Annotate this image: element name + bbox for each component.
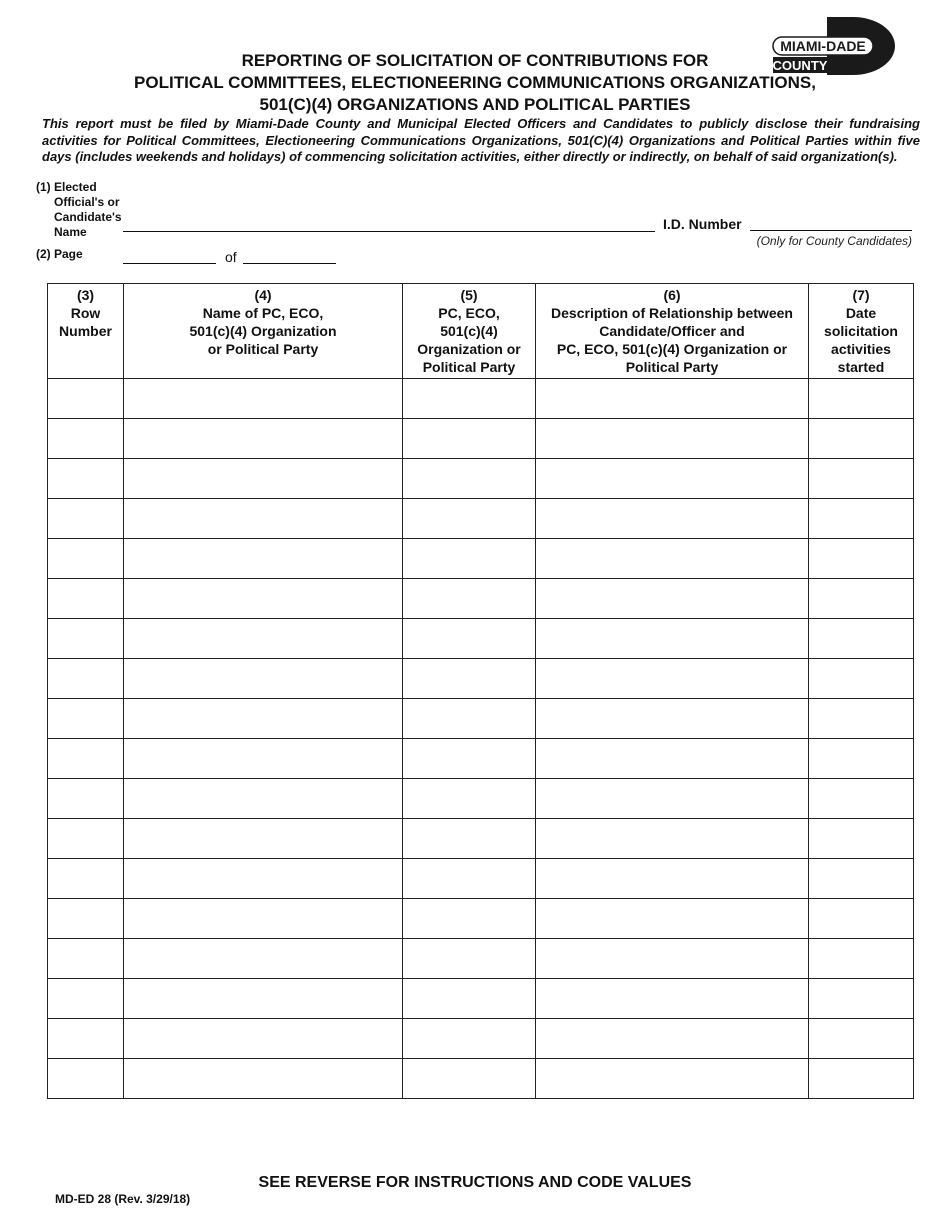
cell-date-started[interactable] [809, 1059, 914, 1099]
cell-row-number[interactable] [48, 419, 124, 459]
cell-organization-name[interactable] [124, 419, 403, 459]
cell-organization-name[interactable] [124, 819, 403, 859]
cell-row-number[interactable] [48, 699, 124, 739]
cell-date-started[interactable] [809, 779, 914, 819]
cell-row-number[interactable] [48, 859, 124, 899]
cell-date-started[interactable] [809, 619, 914, 659]
cell-date-started[interactable] [809, 819, 914, 859]
cell-relationship[interactable] [536, 1059, 809, 1099]
cell-row-number[interactable] [48, 819, 124, 859]
cell-organization-name[interactable] [124, 899, 403, 939]
table-row [48, 379, 914, 419]
cell-date-started[interactable] [809, 379, 914, 419]
cell-organization-type[interactable] [403, 1019, 536, 1059]
cell-organization-type[interactable] [403, 779, 536, 819]
cell-organization-name[interactable] [124, 499, 403, 539]
cell-organization-name[interactable] [124, 379, 403, 419]
form-title-line-3: 501(C)(4) ORGANIZATIONS AND POLITICAL PARTIES [259, 95, 691, 114]
page-total-field[interactable] [243, 263, 336, 264]
form-title-line-1: REPORTING OF SOLICITATION OF CONTRIBUTIONS FOR [241, 51, 709, 70]
cell-organization-type[interactable] [403, 539, 536, 579]
cell-relationship[interactable] [536, 579, 809, 619]
table-row [48, 499, 914, 539]
table-row [48, 779, 914, 819]
cell-row-number[interactable] [48, 779, 124, 819]
table-row [48, 699, 914, 739]
elected-name-label-line-3: Candidate's [54, 210, 122, 224]
id-number-label: I.D. Number [663, 216, 742, 232]
cell-organization-name[interactable] [124, 1059, 403, 1099]
cell-relationship[interactable] [536, 779, 809, 819]
cell-date-started[interactable] [809, 979, 914, 1019]
cell-date-started[interactable] [809, 539, 914, 579]
cell-date-started[interactable] [809, 939, 914, 979]
cell-date-started[interactable] [809, 499, 914, 539]
cell-row-number[interactable] [48, 579, 124, 619]
table-row [48, 979, 914, 1019]
cell-row-number[interactable] [48, 539, 124, 579]
col-header-date-started: (7) Date solicitation activities started [809, 284, 914, 379]
cell-organization-type[interactable] [403, 499, 536, 539]
cell-relationship[interactable] [536, 539, 809, 579]
col-header-row-number: (3) Row Number [48, 284, 124, 379]
cell-organization-type[interactable] [403, 419, 536, 459]
cell-row-number[interactable] [48, 499, 124, 539]
elected-name-label-line-1: (1) Elected [36, 180, 97, 194]
cell-relationship[interactable] [536, 699, 809, 739]
col-header-relationship: (6) Description of Relationship between Candidate/Officer and PC, ECO, 501(c)(4) Organization or Political Party [536, 284, 809, 379]
table-row [48, 579, 914, 619]
cell-relationship[interactable] [536, 739, 809, 779]
cell-row-number[interactable] [48, 379, 124, 419]
table-row [48, 1019, 914, 1059]
table-row [48, 1059, 914, 1099]
cell-row-number[interactable] [48, 939, 124, 979]
table-row [48, 939, 914, 979]
cell-row-number[interactable] [48, 739, 124, 779]
cell-organization-type[interactable] [403, 579, 536, 619]
cell-relationship[interactable] [536, 1019, 809, 1059]
cell-date-started[interactable] [809, 419, 914, 459]
cell-organization-type[interactable] [403, 859, 536, 899]
page-label: (2) Page [36, 247, 83, 261]
table-row [48, 459, 914, 499]
id-number-field[interactable] [750, 230, 912, 231]
cell-organization-name[interactable] [124, 1019, 403, 1059]
cell-row-number[interactable] [48, 659, 124, 699]
elected-name-field[interactable] [123, 231, 655, 232]
cell-relationship[interactable] [536, 859, 809, 899]
logo-text-miami-dade: MIAMI-DADE [780, 38, 866, 54]
table-row [48, 819, 914, 859]
cell-relationship[interactable] [536, 419, 809, 459]
cell-organization-name[interactable] [124, 699, 403, 739]
elected-name-label-line-2: Official's or [54, 195, 120, 209]
cell-organization-type[interactable] [403, 939, 536, 979]
cell-relationship[interactable] [536, 899, 809, 939]
cell-date-started[interactable] [809, 739, 914, 779]
table-row [48, 899, 914, 939]
form-title-line-2: POLITICAL COMMITTEES, ELECTIONEERING COMMUNICATIONS ORGANIZATIONS, [134, 73, 816, 92]
table-row [48, 419, 914, 459]
cell-date-started[interactable] [809, 859, 914, 899]
form-code: MD-ED 28 (Rev. 3/29/18) [55, 1192, 191, 1206]
instructions-note: SEE REVERSE FOR INSTRUCTIONS AND CODE VALUES [258, 1174, 692, 1191]
table-row [48, 739, 914, 779]
id-number-note: (Only for County Candidates) [756, 234, 912, 248]
cell-date-started[interactable] [809, 459, 914, 499]
cell-relationship[interactable] [536, 659, 809, 699]
cell-organization-name[interactable] [124, 739, 403, 779]
cell-organization-name[interactable] [124, 939, 403, 979]
table-row [48, 619, 914, 659]
cell-row-number[interactable] [48, 899, 124, 939]
cell-row-number[interactable] [48, 459, 124, 499]
elected-name-label-line-4: Name [54, 225, 87, 239]
cell-organization-type[interactable] [403, 379, 536, 419]
cell-relationship[interactable] [536, 379, 809, 419]
cell-organization-name[interactable] [124, 779, 403, 819]
table-row [48, 659, 914, 699]
intro-paragraph: This report must be filed by Miami-Dade County and Municipal Elected Officers and Candidates to publicly disclose their fundraising activities for Political Committees, Electioneering Communications Organizations, 501(C)(4) Organizations and Political Parties within five days (includes weekends and holidays) of commencing solicitation activities, either directly or indirectly, on behalf of said organization(s). [42, 116, 920, 164]
cell-organization-type[interactable] [403, 619, 536, 659]
table-header-row [48, 284, 914, 379]
cell-organization-type[interactable] [403, 899, 536, 939]
cell-organization-name[interactable] [124, 979, 403, 1019]
table-row [48, 539, 914, 579]
cell-date-started[interactable] [809, 699, 914, 739]
cell-date-started[interactable] [809, 659, 914, 699]
cell-organization-type[interactable] [403, 699, 536, 739]
col-header-organization-type: (5) PC, ECO, 501(c)(4) Organization or Political Party [403, 284, 536, 379]
cell-organization-type[interactable] [403, 659, 536, 699]
cell-organization-name[interactable] [124, 659, 403, 699]
logo-text-county: COUNTY [772, 58, 828, 73]
cell-organization-type[interactable] [403, 819, 536, 859]
cell-relationship[interactable] [536, 979, 809, 1019]
cell-organization-name[interactable] [124, 539, 403, 579]
cell-organization-type[interactable] [403, 979, 536, 1019]
solicitation-table [47, 283, 914, 1099]
cell-row-number[interactable] [48, 979, 124, 1019]
col-header-organization-name: (4) Name of PC, ECO, 501(c)(4) Organization or Political Party [124, 284, 403, 379]
cell-date-started[interactable] [809, 899, 914, 939]
table-row [48, 859, 914, 899]
cell-organization-type[interactable] [403, 1059, 536, 1099]
cell-row-number[interactable] [48, 619, 124, 659]
miami-dade-county-logo [771, 17, 895, 75]
cell-organization-name[interactable] [124, 459, 403, 499]
page-number-field[interactable] [123, 263, 216, 264]
cell-row-number[interactable] [48, 1059, 124, 1099]
of-label: of [225, 249, 237, 265]
cell-relationship[interactable] [536, 939, 809, 979]
cell-organization-name[interactable] [124, 579, 403, 619]
cell-relationship[interactable] [536, 619, 809, 659]
cell-relationship[interactable] [536, 499, 809, 539]
cell-row-number[interactable] [48, 1019, 124, 1059]
cell-relationship[interactable] [536, 459, 809, 499]
cell-organization-type[interactable] [403, 459, 536, 499]
cell-date-started[interactable] [809, 579, 914, 619]
cell-organization-name[interactable] [124, 619, 403, 659]
cell-organization-name[interactable] [124, 859, 403, 899]
cell-relationship[interactable] [536, 819, 809, 859]
cell-date-started[interactable] [809, 1019, 914, 1059]
cell-organization-type[interactable] [403, 739, 536, 779]
